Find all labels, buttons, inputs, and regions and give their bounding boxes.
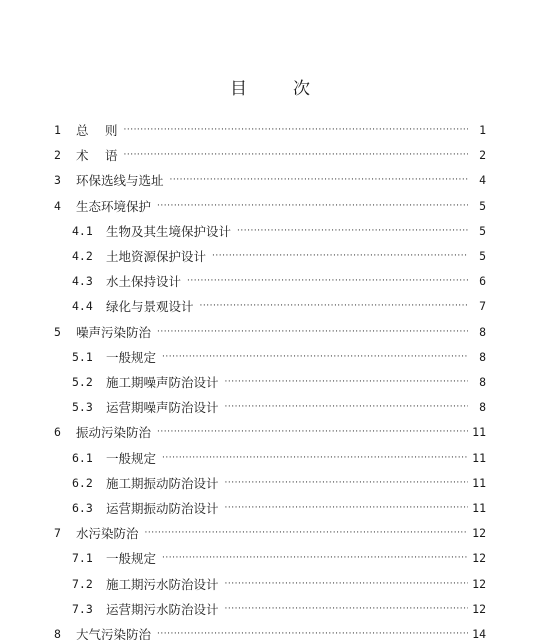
toc-entry-number: 8	[54, 627, 61, 640]
dot-leader	[157, 427, 468, 437]
toc-entry-number: 2	[54, 148, 61, 163]
toc-entry-number: 6.2	[72, 475, 93, 490]
toc-entry-label: 一般规定	[106, 349, 157, 365]
toc-entry-page: 4	[479, 173, 486, 188]
toc-subentry	[72, 498, 486, 518]
toc-entry	[54, 120, 486, 140]
toc-entry-number: 5.3	[72, 400, 93, 415]
toc-subentry	[72, 347, 486, 367]
toc-subentry	[72, 246, 486, 266]
toc-entry	[54, 196, 486, 216]
dot-leader	[225, 402, 468, 412]
toc-entry-label: 生物及其生境保护设计	[106, 223, 232, 239]
toc-entry-page: 8	[479, 324, 486, 339]
toc-entry-page: 8	[479, 400, 486, 415]
toc-entry-page: 12	[472, 601, 486, 616]
dot-leader	[200, 301, 468, 311]
toc-entry-label: 一般规定	[106, 450, 157, 466]
dot-leader	[162, 453, 468, 463]
toc-entry-page: 8	[479, 349, 486, 364]
dot-leader	[212, 251, 468, 261]
toc-entry-label: 一般规定	[106, 551, 157, 567]
toc-entry-label: 施工期噪声防治设计	[106, 375, 219, 390]
toc-entry-number: 4.3	[72, 274, 93, 289]
toc-subentry	[72, 271, 486, 291]
toc-entry-label: 生态环境保护	[76, 198, 152, 214]
toc-entry-label: 运营期振动防治设计	[106, 501, 219, 516]
toc-entry-page: 2	[479, 148, 486, 163]
toc-entry-page: 11	[472, 475, 486, 490]
toc-entry-page: 5	[479, 223, 486, 238]
dot-leader	[157, 629, 468, 639]
toc-entry-label: 环保选线与选址	[76, 173, 164, 189]
toc-entry-label: 水土保持设计	[106, 274, 182, 290]
toc-entry-number: 4.1	[72, 223, 93, 238]
title-char-right: 次	[293, 79, 310, 99]
toc-entry-page: 7	[479, 299, 486, 314]
toc-entry-page: 1	[479, 123, 486, 137]
toc-entry	[54, 624, 486, 640]
toc-entry-label: 绿化与景观设计	[106, 299, 194, 315]
dot-leader	[145, 528, 468, 538]
toc-entry	[54, 422, 486, 442]
toc-subentry	[72, 574, 486, 594]
toc-entry-number: 7.2	[72, 576, 93, 591]
toc-entry-page: 12	[472, 576, 486, 591]
toc-entry	[54, 523, 486, 543]
toc-subentry	[72, 448, 486, 468]
toc-subentry	[72, 221, 486, 241]
toc-entry-number: 1	[54, 123, 61, 137]
dot-leader	[187, 276, 468, 286]
toc-entry-number: 7.1	[72, 551, 93, 566]
toc-subentry	[72, 599, 486, 619]
toc-entry-label: 土地资源保护设计	[106, 249, 207, 264]
toc-entry-label: 运营期污水防治设计	[106, 601, 219, 617]
dot-leader	[225, 579, 468, 589]
toc-entry-number: 6	[54, 425, 61, 440]
toc-entry-page: 8	[479, 375, 486, 389]
toc-entry-page: 12	[472, 551, 486, 566]
dot-leader	[170, 175, 468, 185]
toc-entry-number: 4	[54, 198, 61, 213]
toc-entry-number: 6.3	[72, 501, 93, 515]
toc-entry-number: 5.1	[72, 349, 93, 364]
toc-entry-page: 11	[472, 425, 486, 440]
toc-entry-label: 施工期污水防治设计	[106, 576, 219, 592]
toc-entry-page: 12	[472, 526, 486, 541]
toc-entry-label: 振动污染防治	[76, 425, 152, 441]
toc-entry-page: 5	[479, 198, 486, 213]
dot-leader	[225, 377, 468, 387]
toc-entry-label: 术 语	[76, 148, 118, 164]
toc-entry-label: 施工期振动防治设计	[106, 475, 219, 491]
toc-entry-page: 11	[472, 450, 486, 465]
toc-entry-number: 7.3	[72, 601, 93, 616]
toc-entry-label: 总 则	[76, 123, 118, 138]
toc-entry-number: 7	[54, 526, 61, 541]
dot-leader	[162, 553, 468, 563]
toc-entry-page: 6	[479, 274, 486, 289]
toc-entry-number: 3	[54, 173, 61, 188]
toc-subentry	[72, 548, 486, 568]
toc-entry-number: 5	[54, 324, 61, 339]
toc-entry	[54, 322, 486, 342]
dot-leader	[123, 150, 468, 160]
toc-entry-number: 4.4	[72, 299, 93, 314]
toc-entry-label: 运营期噪声防治设计	[106, 400, 219, 416]
dot-leader	[162, 352, 468, 362]
dot-leader	[123, 125, 468, 135]
toc-subentry	[72, 473, 486, 493]
toc-entry-number: 5.2	[72, 375, 93, 389]
dot-leader	[225, 503, 468, 513]
toc-entry-number: 4.2	[72, 249, 93, 263]
toc-entry	[54, 145, 486, 165]
dot-leader	[237, 226, 468, 236]
toc-subentry	[72, 372, 486, 392]
dot-leader	[225, 478, 468, 488]
toc-subentry	[72, 296, 486, 316]
toc-entry-number: 6.1	[72, 450, 93, 465]
dot-leader	[157, 201, 468, 211]
toc-entry-page: 5	[479, 249, 486, 263]
toc-entry-label: 大气污染防治	[76, 627, 152, 640]
title-char-left: 目	[230, 79, 247, 99]
toc-entry-label: 噪声污染防治	[76, 324, 152, 340]
toc-entry-page: 14	[472, 627, 486, 640]
toc-entry-label: 水污染防治	[76, 526, 139, 542]
dot-leader	[225, 604, 468, 614]
toc-entry-page: 11	[472, 501, 486, 515]
toc-subentry	[72, 397, 486, 417]
toc-entry	[54, 170, 486, 190]
dot-leader	[157, 327, 468, 337]
